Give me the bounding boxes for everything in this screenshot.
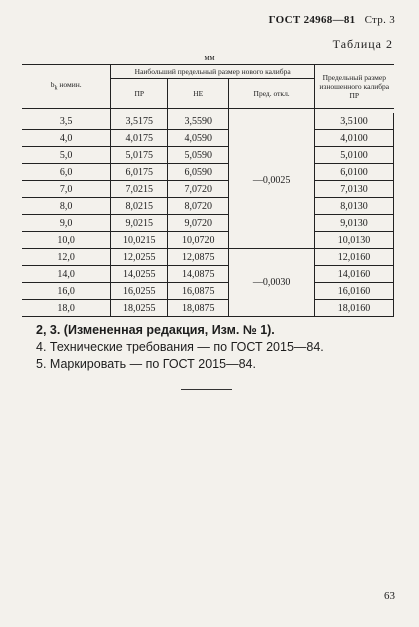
cell-ne: 3,5590 [168,113,229,130]
col-header-b-letter: b [50,79,55,89]
cell-pr: 9,0215 [111,215,168,232]
table-row [22,266,394,283]
cell-worn: 4,0100 [315,130,394,147]
cell-pr: 16,0255 [111,283,168,300]
cell-deviation: —0,0025 [229,113,315,249]
table-row [22,130,394,147]
table-row [22,300,394,317]
cell-worn: 10,0130 [315,232,394,249]
cell-b: 6,0 [22,164,111,181]
cell-b: 9,0 [22,215,111,232]
col-header-ne: НЕ [168,79,229,109]
table-row [22,249,394,266]
cell-b: 7,0 [22,181,111,198]
col-header-worn: Предельный размер изношенного калибра ПР [315,65,394,109]
cell-b: 3,5 [22,113,111,130]
cell-ne: 4,0590 [168,130,229,147]
col-header-pr: ПР [111,79,168,109]
unit-label: мм [204,53,215,62]
cell-pr: 7,0215 [111,181,168,198]
page-label: Стр. 3 [364,14,395,26]
cell-b: 18,0 [22,300,111,317]
cell-worn: 6,0100 [315,164,394,181]
cell-ne: 8,0720 [168,198,229,215]
cell-b: 8,0 [22,198,111,215]
cell-b: 12,0 [22,249,111,266]
cell-b: 10,0 [22,232,111,249]
notes-block [36,322,324,373]
cell-ne: 16,0875 [168,283,229,300]
note-marking: 5. Маркировать — по ГОСТ 2015—84. [36,357,256,371]
cell-pr: 8,0215 [111,198,168,215]
cell-worn: 7,0130 [315,181,394,198]
cell-ne: 9,0720 [168,215,229,232]
col-header-group: Наибольший предельный размер нового калибра [111,65,315,79]
table-row [22,164,394,181]
cell-ne: 6,0590 [168,164,229,181]
cell-pr: 6,0175 [111,164,168,181]
cell-worn: 14,0160 [315,266,394,283]
cell-worn: 18,0160 [315,300,394,317]
table-body [22,113,394,317]
cell-b: 4,0 [22,130,111,147]
table-row [22,181,394,198]
cell-b: 16,0 [22,283,111,300]
col-header-b-subscript: k [54,85,58,92]
page-number: 63 [384,590,395,602]
cell-deviation: —0,0030 [229,249,315,317]
col-header-b [22,65,111,109]
cell-pr: 18,0255 [111,300,168,317]
note-technical-requirements: 4. Технические требования — по ГОСТ 2015—84. [36,340,324,354]
table-row [22,113,394,130]
cell-worn: 8,0130 [315,198,394,215]
cell-worn: 5,0100 [315,147,394,164]
cell-pr: 10,0215 [111,232,168,249]
cell-pr: 12,0255 [111,249,168,266]
cell-pr: 3,5175 [111,113,168,130]
table-row [22,232,394,249]
cell-b: 14,0 [22,266,111,283]
cell-worn: 3,5100 [315,113,394,130]
cell-ne: 14,0875 [168,266,229,283]
page-header [269,14,395,26]
dimensions-table [22,64,394,317]
col-header-dev: Пред. откл. [229,79,315,109]
table-row [22,147,394,164]
cell-pr: 5,0175 [111,147,168,164]
cell-b: 5,0 [22,147,111,164]
cell-ne: 5,0590 [168,147,229,164]
separator-rule [181,389,232,390]
col-header-b-rest: номин. [57,79,82,89]
table-title: Таблица 2 [332,37,393,51]
note-amendment: 2, 3. (Измененная редакция, Изм. № 1). [36,323,275,337]
cell-worn: 9,0130 [315,215,394,232]
table-row [22,198,394,215]
cell-ne: 10,0720 [168,232,229,249]
cell-worn: 12,0160 [315,249,394,266]
cell-ne: 7,0720 [168,181,229,198]
cell-ne: 18,0875 [168,300,229,317]
cell-worn: 16,0160 [315,283,394,300]
cell-pr: 14,0255 [111,266,168,283]
cell-pr: 4,0175 [111,130,168,147]
standard-code: ГОСТ 24968—81 [268,14,356,26]
cell-ne: 12,0875 [168,249,229,266]
table-row [22,283,394,300]
table-row [22,215,394,232]
